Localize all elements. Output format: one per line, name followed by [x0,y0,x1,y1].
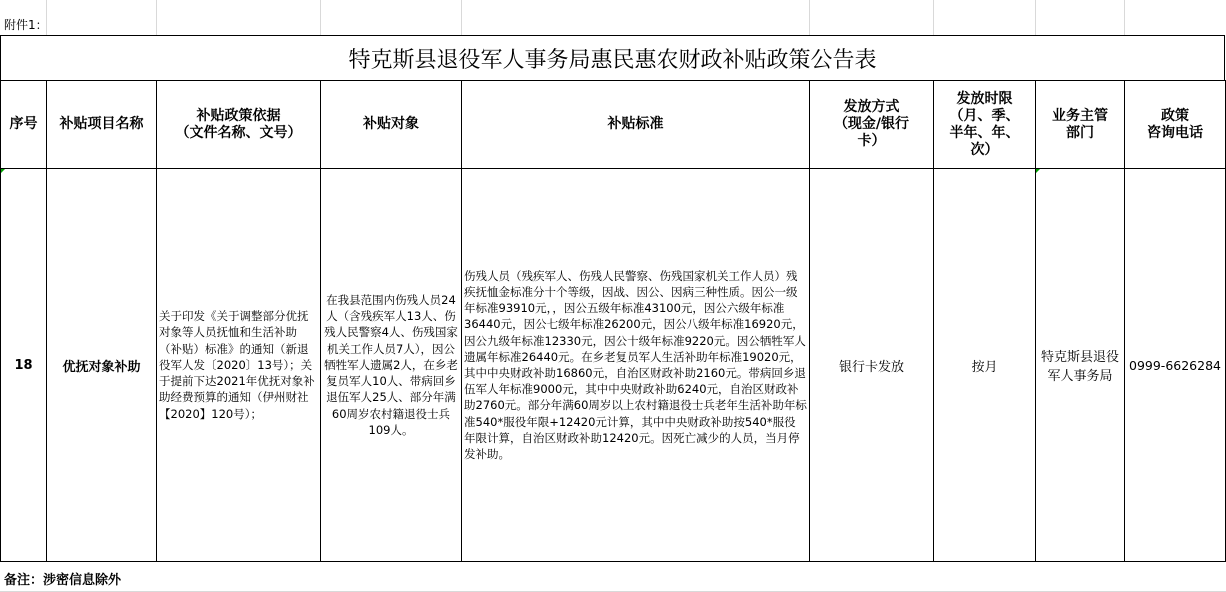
cell-target[interactable]: 在我县范围内伤残人员24人（含残疾军人13人、伤残人民警察4人、伤残国家机关工作人员7人），因公牺牲军人遗属2人，在乡老复员军人10人、带病回乡退伍军人25人、部分年满60周岁农村籍退役士兵109人。 [321,169,462,562]
cell-basis[interactable]: 关于印发《关于调整部分优抚对象等人员抚恤和生活补助（补贴）标准》的通知（新退役军人发〔2020〕13号）；关于提前下达2021年优抚对象补助经费预算的通知（伊州财社【2020】120号）； [157,169,321,562]
grid-cell [320,0,462,35]
col-method-line: （现金/银行 [833,116,910,132]
grid-cell [809,0,934,35]
grid-cell [1035,0,1125,35]
col-name[interactable]: 补贴项目名称 [47,81,157,169]
subsidy-table [0,80,1226,562]
cell-method[interactable]: 银行卡发放 [810,169,934,562]
col-basis-line: （文件名称、文号） [175,124,302,141]
cell-marker-icon [1,169,5,173]
col-dept-line: 部门 [1066,124,1094,141]
remark-note: 备注：涉密信息除外 [4,573,122,588]
grid-cell [461,0,810,35]
attachment-label: 附件1： [4,18,48,32]
col-method-line: 卡） [857,133,886,149]
grid-cell [46,0,157,35]
cell-marker-icon [1036,169,1040,173]
col-method[interactable] [810,81,934,169]
col-period[interactable] [934,81,1036,169]
col-period-line: 发放时限 [956,90,1013,107]
col-dept-line: 业务主管 [1052,107,1108,124]
table-row [1,169,1226,562]
col-dept[interactable] [1036,81,1125,169]
col-period-line: （月、季、 [949,107,1020,124]
table-title: 特克斯县退役军人事务局惠民惠农财政补贴政策公告表 [0,35,1225,80]
col-phone-line: 咨询电话 [1147,124,1203,141]
col-standard[interactable]: 补贴标准 [462,81,810,169]
col-period-line: 次） [970,141,999,158]
cell-phone[interactable]: 0999-6626284 [1125,169,1226,562]
col-index[interactable]: 序号 [1,81,47,169]
cell-index[interactable]: 18 [1,169,47,562]
grid-cell [933,0,1036,35]
cell-dept[interactable]: 特克斯县退役军人事务局 [1036,169,1125,562]
grid-cell [156,0,321,35]
col-basis[interactable] [157,81,321,169]
col-phone[interactable] [1125,81,1226,169]
header-row [1,81,1226,169]
col-phone-line: 政策 [1161,107,1189,124]
cell-name[interactable]: 优抚对象补助 [47,169,157,562]
col-method-line: 发放方式 [843,99,900,115]
col-period-line: 半年、年、 [949,124,1020,141]
col-target[interactable]: 补贴对象 [321,81,462,169]
cell-period[interactable]: 按月 [934,169,1036,562]
col-basis-line: 补贴政策依据 [196,107,281,124]
cell-standard[interactable]: 伤残人员（残疾军人、伤残人民警察、伤残国家机关工作人员）残疾抚恤金标准分十个等级，因战、因公、因病三种性质。因公一级年标准93910元，，因公五级年标准43100元，因公六级年标准36440元，因公七级年标准26200元，因公八级年标准16920元，因公九级年标准12330元，因公十级年标准9220元。因公牺牲军人遗属年标准26440元。在乡老复员军人生活补助年标准19020元，其中中央财政补助16860元，自治区财政补助2160元。带病回乡退伍军人年标准9000元，其中中央财政补助6240元，自治区财政补助2760元。部分年满60周岁以上农村籍退役士兵老年生活补助年标准540*服役年限+12420元计算，其中中央财政补助按540*服役年限计算，自治区财政补助12420元。因死亡减少的人员，当月停发补助。 [462,169,810,562]
